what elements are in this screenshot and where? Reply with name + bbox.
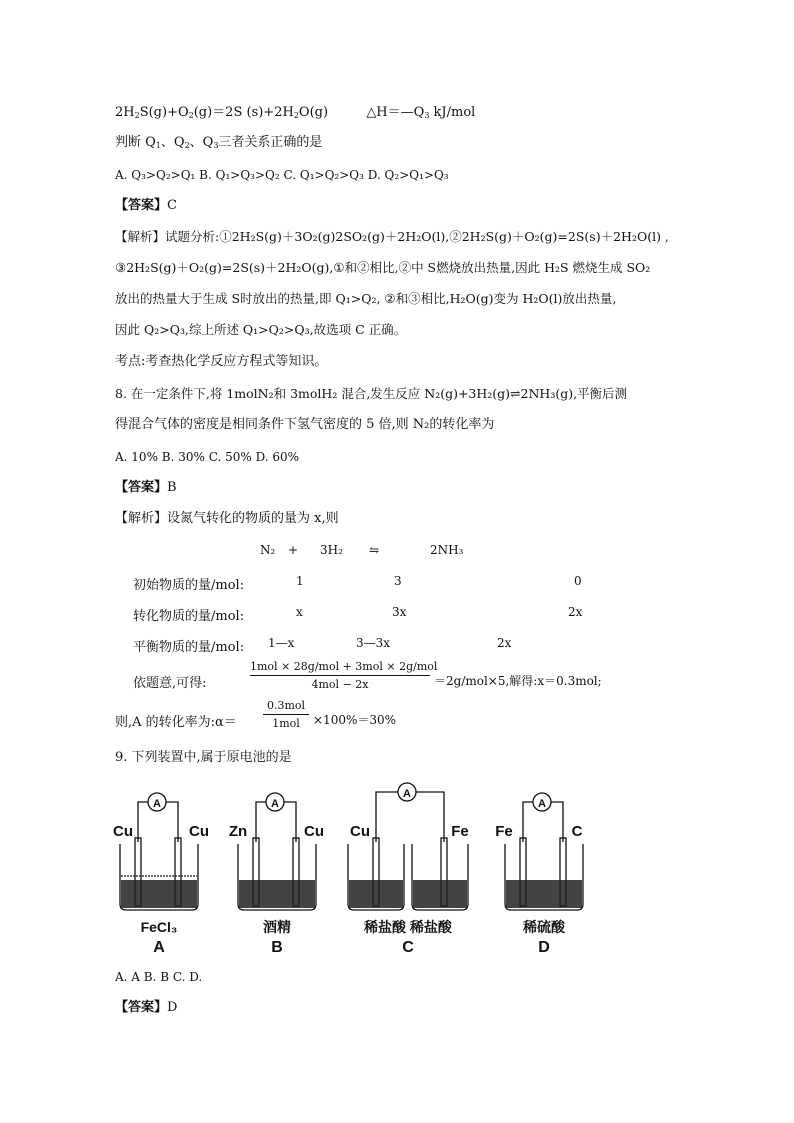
table-cell: 3—3x — [356, 636, 391, 650]
table-row-label: 初始物质的量/mol: — [133, 578, 245, 593]
device-d — [505, 793, 583, 910]
table-cell: x — [296, 605, 303, 619]
q8-question-line2: 得混合气体的密度是相同条件下氢气密度的 5 倍,则 N₂的转化率为 — [115, 417, 495, 432]
q9-answer: 【答案】D — [115, 1000, 178, 1015]
table-cell: 1—x — [268, 636, 295, 650]
solution-label: 稀硫酸 — [523, 919, 565, 935]
q9-question: 9. 下列装置中,属于原电池的是 — [115, 750, 292, 765]
table-cell: 0 — [574, 574, 582, 588]
electrode-label: Cu — [304, 823, 324, 840]
table-header-plus: + — [288, 543, 299, 557]
electrode-label: Cu — [113, 823, 133, 840]
table-cell: 2x — [497, 636, 512, 650]
conversion-suffix: ×100%＝30% — [313, 713, 397, 727]
q7-analysis-line1: 【解析】试题分析:①2H₂S(g)＋3O₂(g)2SO₂(g)＋2H₂O(l),②2H₂S(g)＋O₂(g)=2S(s)＋2H₂O(l) , — [115, 229, 669, 244]
table-cell: 3 — [394, 574, 402, 588]
calc-prefix: 依题意,可得: — [133, 676, 207, 691]
q8-analysis-intro: 【解析】设氮气转化的物质的量为 x,则 — [115, 511, 339, 526]
q7-options: A. Q₃>Q₂>Q₁ B. Q₁>Q₃>Q₂ C. Q₁>Q₂>Q₃ D. Q₂>Q₁>Q₃ — [115, 168, 449, 182]
density-fraction — [250, 660, 438, 691]
table-header-arrow: ⇋ — [369, 543, 380, 557]
q7-analysis-line3: 放出的热量大于生成 S时放出的热量,即 Q₁>Q₂, ②和③相比,H₂O(g)变为 H₂O(l)放出热量, — [115, 291, 617, 306]
device-letter: B — [271, 939, 283, 956]
q8-question-line1: 8. 在一定条件下,将 1molN₂和 3molH₂ 混合,发生反应 N₂(g)+3H₂(g)⇌2NH₃(g),平衡后测 — [115, 386, 628, 401]
q8-options: A. 10% B. 30% C. 50% D. 60% — [115, 450, 300, 464]
q9-options: A. A B. B C. D. — [115, 970, 203, 984]
electrode-label: C — [571, 823, 583, 840]
solution-label: 酒精 — [263, 919, 291, 935]
table-cell: 3x — [392, 605, 407, 619]
electrode-label: Fe — [451, 823, 469, 840]
fraction-numerator: 0.3mol — [266, 699, 306, 712]
device-c — [348, 783, 468, 910]
table-header-h2: 3H₂ — [320, 543, 343, 557]
q8-answer: 【答案】B — [115, 480, 177, 495]
fraction-numerator: 1mol × 28g/mol + 3mol × 2g/mol — [250, 660, 438, 673]
q7-analysis-line4: 因此 Q₂>Q₃,综上所述 Q₁>Q₂>Q₃,故选项 C 正确。 — [115, 322, 407, 337]
q7-knowledge-point: 考点:考查热化学反应方程式等知识。 — [115, 354, 328, 369]
device-a — [120, 793, 198, 910]
fraction-denominator: 1mol — [272, 717, 300, 730]
table-row-label: 转化物质的量/mol: — [133, 609, 245, 624]
ammeter-icon: A — [403, 788, 411, 800]
ammeter-icon: A — [271, 798, 279, 810]
device-b — [238, 793, 316, 910]
table-header-nh3: 2NH₃ — [430, 543, 464, 557]
device-letter: D — [538, 939, 550, 956]
calc-suffix: ＝2g/mol×5,解得:x＝0.3mol; — [434, 674, 602, 688]
electrode-label: Zn — [228, 823, 248, 840]
battery-diagrams — [108, 780, 608, 960]
solution-label: 稀盐酸 稀盐酸 — [364, 919, 452, 935]
table-cell: 1 — [296, 574, 304, 588]
ammeter-icon: A — [538, 798, 546, 810]
electrode-label: Fe — [495, 823, 513, 840]
fraction-denominator: 4mol − 2x — [311, 678, 369, 691]
table-header-n2: N₂ — [260, 543, 276, 557]
solution-label: FeCl₃ — [140, 919, 178, 935]
electrode-label: Cu — [350, 823, 370, 840]
electrode-label: Cu — [189, 823, 209, 840]
device-letter: C — [402, 939, 414, 956]
ammeter-icon: A — [153, 798, 161, 810]
q7-question: 判断 $Q_1$、$Q_2$、$Q_3$三者关系正确的是 — [115, 135, 323, 150]
device-letter: A — [153, 939, 165, 956]
conversion-prefix: 则,A 的转化率为:α＝ — [115, 715, 237, 730]
q7-equation: $2H_2S(g)+O_2(g)=2S$ $(s)+2H_2O(g)$ $\triangle H=—Q_3$ kJ/mol — [115, 105, 476, 120]
q7-analysis-line2: ③2H₂S(g)＋O₂(g)=2S(s)＋2H₂O(g),①和②相比,②中 S燃烧放出热量,因此 H₂S 燃烧生成 SO₂ — [115, 260, 651, 275]
table-row-label: 平衡物质的量/mol: — [133, 640, 245, 655]
table-cell: 2x — [568, 605, 583, 619]
q7-answer: 【答案】C — [115, 198, 177, 213]
conversion-fraction — [263, 699, 309, 730]
